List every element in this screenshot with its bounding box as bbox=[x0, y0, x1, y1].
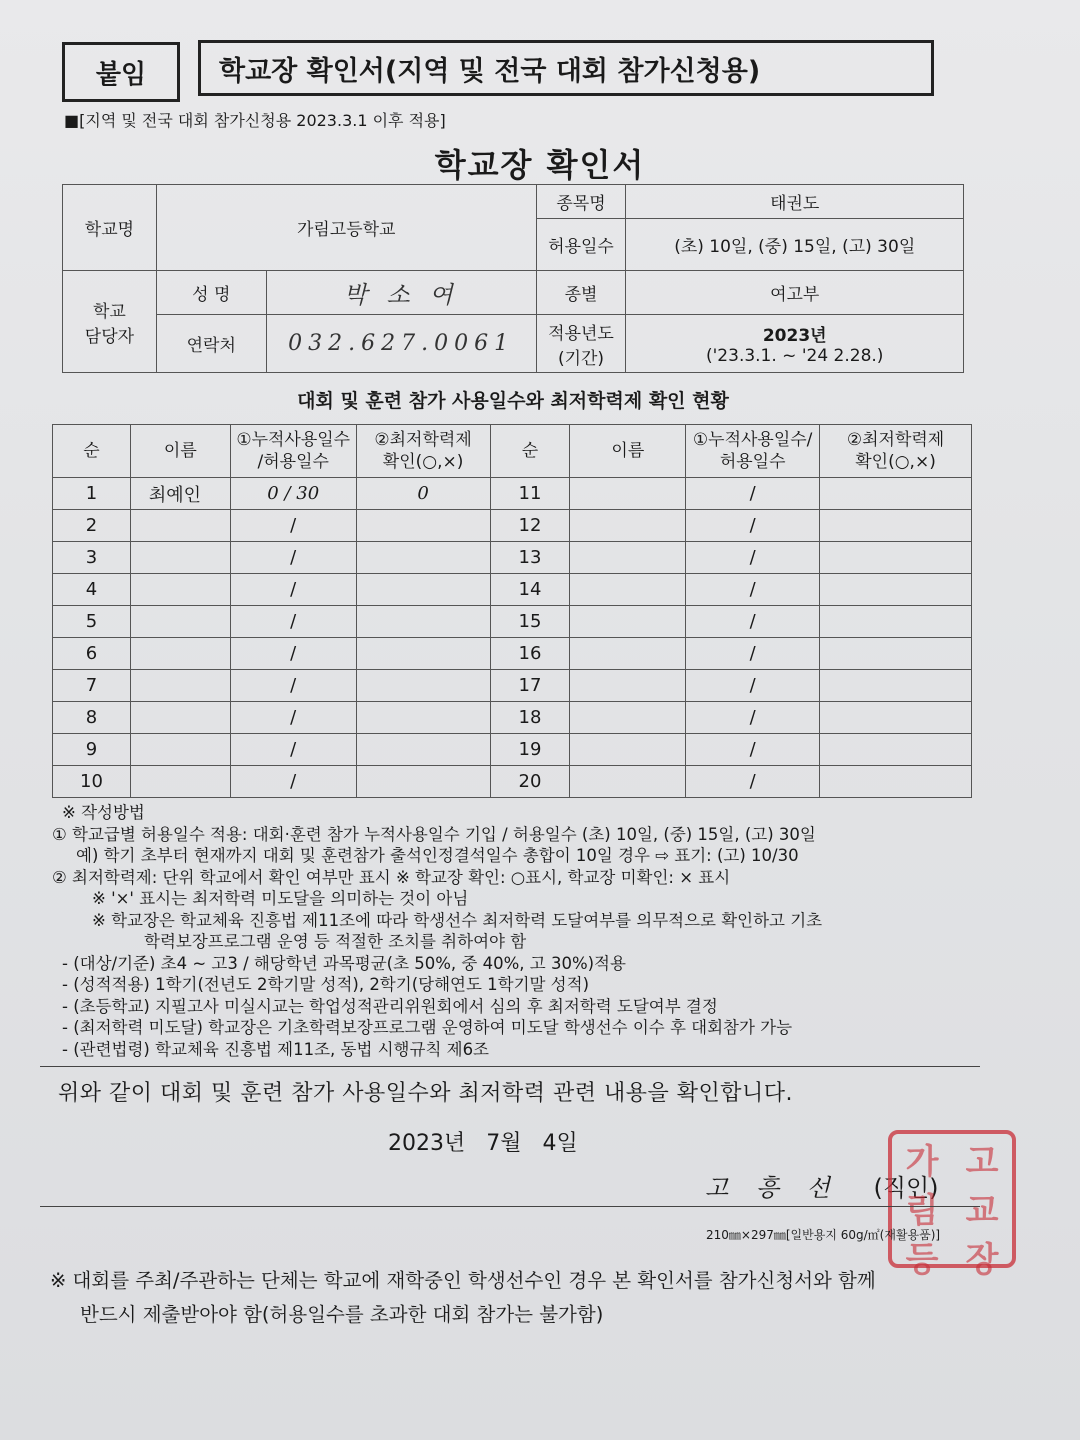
category-label: 종별 bbox=[536, 271, 626, 315]
col-days-right bbox=[686, 425, 820, 478]
student-name bbox=[570, 542, 686, 574]
table-row bbox=[53, 542, 972, 574]
col-days-line1: ①누적사용일수 bbox=[236, 430, 351, 450]
row-number: 12 bbox=[490, 510, 570, 542]
days-used: / bbox=[686, 574, 820, 606]
student-name bbox=[130, 542, 230, 574]
divider-line bbox=[40, 1206, 980, 1207]
row-number: 8 bbox=[53, 702, 131, 734]
col-days bbox=[230, 425, 356, 478]
col-check-right-line1: ②최저학력제 bbox=[846, 430, 945, 450]
row-number: 9 bbox=[53, 734, 131, 766]
person-name-value: 박 소 여 bbox=[266, 271, 536, 315]
row-number: 16 bbox=[490, 638, 570, 670]
student-name bbox=[570, 574, 686, 606]
table-row bbox=[53, 670, 972, 702]
submission-notice-line1: ※ 대회를 주최/주관하는 단체는 학교에 재학중인 학생선수인 경우 본 확인서를 참가신청서와 함께 bbox=[50, 1269, 876, 1292]
student-name: 최예인 bbox=[130, 478, 230, 510]
days-used: / bbox=[686, 606, 820, 638]
student-name bbox=[130, 510, 230, 542]
confirmation-statement: 위와 같이 대회 및 훈련 참가 사용일수와 최저학력 관련 내용을 확인합니다. bbox=[58, 1081, 793, 1106]
col-check-line1: ②최저학력제 bbox=[374, 430, 472, 450]
academic-check bbox=[820, 638, 972, 670]
col-check-right-line2: 확인(○,×) bbox=[855, 452, 936, 472]
days-used: / bbox=[686, 766, 820, 798]
student-name bbox=[570, 702, 686, 734]
days-used: / bbox=[230, 702, 356, 734]
col-check-right bbox=[820, 425, 972, 478]
days-used: / bbox=[686, 670, 820, 702]
applicability-note: ■[지역 및 전국 대회 참가신청용 2023.3.1 이후 적용] bbox=[64, 111, 446, 130]
row-number: 1 bbox=[53, 478, 131, 510]
days-used: / bbox=[686, 702, 820, 734]
col-check bbox=[356, 425, 490, 478]
year-label-line2: (기간) bbox=[557, 348, 605, 369]
row-number: 7 bbox=[53, 670, 131, 702]
academic-check bbox=[356, 606, 490, 638]
student-name bbox=[570, 606, 686, 638]
school-name-value: 가림고등학교 bbox=[156, 185, 536, 271]
days-used: / bbox=[230, 638, 356, 670]
col-no-right: 순 bbox=[490, 425, 570, 478]
row-number: 5 bbox=[53, 606, 131, 638]
manager-label-line2: 담당자 bbox=[84, 326, 135, 347]
row-number: 17 bbox=[490, 670, 570, 702]
method-line: - (관련법령) 학교체육 진흥법 제11조, 동법 시행규칙 제6조 bbox=[62, 1039, 489, 1059]
row-number: 15 bbox=[490, 606, 570, 638]
info-table bbox=[62, 184, 964, 373]
year-label bbox=[536, 315, 626, 373]
submission-notice-line2: 반드시 제출받아야 함(허용일수를 초과한 대회 참가는 불가함) bbox=[80, 1303, 604, 1326]
academic-check bbox=[356, 574, 490, 606]
student-name bbox=[570, 638, 686, 670]
row-number: 11 bbox=[490, 478, 570, 510]
allowed-days-value: (초) 10일, (중) 15일, (고) 30일 bbox=[626, 219, 964, 271]
days-used: / bbox=[230, 606, 356, 638]
table-row bbox=[53, 638, 972, 670]
contact-value: 032.627.0061 bbox=[266, 315, 536, 373]
student-name bbox=[130, 606, 230, 638]
student-name bbox=[130, 702, 230, 734]
signature-date: 2023년 7월 4일 bbox=[388, 1131, 578, 1156]
method-line: 학력보장프로그램 운영 등 적절한 조치를 취하여야 함 bbox=[144, 932, 527, 951]
official-seal-stamp bbox=[888, 1130, 1016, 1280]
table-row bbox=[53, 702, 972, 734]
method-line: - (최저학력 미도달) 학교장은 기초학력보장프로그램 운영하여 미도달 학생선수 이수 후 대회참가 가능 bbox=[62, 1018, 793, 1037]
academic-check bbox=[356, 670, 490, 702]
table-row bbox=[53, 734, 972, 766]
col-days-line2: /허용일수 bbox=[257, 452, 329, 472]
col-days-right-line2: 허용일수 bbox=[719, 452, 786, 472]
academic-check: 0 bbox=[356, 478, 490, 510]
student-name bbox=[570, 670, 686, 702]
days-used: / bbox=[230, 670, 356, 702]
row-number: 4 bbox=[53, 574, 131, 606]
page-title: 학교장 확인서 bbox=[434, 146, 646, 184]
academic-check bbox=[820, 766, 972, 798]
student-name bbox=[130, 574, 230, 606]
row-number: 14 bbox=[490, 574, 570, 606]
seal-char: 가 bbox=[905, 1142, 939, 1182]
method-line: ※ '×' 표시는 최저학력 미도달을 의미하는 것이 아님 bbox=[92, 889, 469, 908]
seal-char: 장 bbox=[965, 1240, 999, 1280]
manager-label bbox=[63, 271, 157, 373]
row-number: 18 bbox=[490, 702, 570, 734]
col-check-line2: 확인(○,×) bbox=[382, 452, 464, 472]
student-name bbox=[570, 478, 686, 510]
method-line: ※ 작성방법 bbox=[62, 803, 145, 822]
method-line: 예) 학기 초부터 현재까지 대회 및 훈련참가 출석인정결석일수 총합이 10일 경우 ⇨ 표기: (고) 10/30 bbox=[76, 846, 799, 865]
student-name bbox=[130, 766, 230, 798]
col-days-right-line1: ①누적사용일수/ bbox=[692, 430, 813, 450]
days-used: / bbox=[686, 638, 820, 670]
days-used: / bbox=[230, 542, 356, 574]
col-name-right: 이름 bbox=[570, 425, 686, 478]
contact-label: 연락처 bbox=[156, 315, 266, 373]
student-name bbox=[570, 510, 686, 542]
principal-name: 고 흥 선 bbox=[705, 1174, 840, 1202]
student-name bbox=[130, 638, 230, 670]
event-value: 태권도 bbox=[626, 185, 964, 219]
year-label-line1: 적용년도 bbox=[548, 323, 614, 344]
academic-check bbox=[356, 638, 490, 670]
submission-notice bbox=[50, 1264, 1010, 1332]
academic-check bbox=[356, 702, 490, 734]
method-line: ① 학교급별 허용일수 적용: 대회·훈련 참가 누적사용일수 기입 / 허용일수 (초) 10일, (중) 15일, (고) 30일 bbox=[52, 824, 816, 844]
year-text: 2023년 bbox=[762, 326, 827, 346]
row-number: 2 bbox=[53, 510, 131, 542]
school-name-label: 학교명 bbox=[63, 185, 157, 271]
manager-label-line1: 학교 bbox=[92, 301, 126, 322]
student-name bbox=[570, 734, 686, 766]
table-row bbox=[53, 510, 972, 542]
method-line: - (성적적용) 1학기(전년도 2학기말 성적), 2학기(당해연도 1학기말 성적) bbox=[62, 975, 590, 994]
days-used: / bbox=[230, 510, 356, 542]
seal-char: 등 bbox=[905, 1240, 939, 1280]
days-used: / bbox=[230, 734, 356, 766]
method-line: ※ 학교장은 학교체육 진흥법 제11조에 따라 학생선수 최저학력 도달여부를 의무적으로 확인하고 기초 bbox=[92, 910, 823, 930]
period-text: ('23.3.1. ~ '24 2.28.) bbox=[706, 346, 884, 366]
row-number: 20 bbox=[490, 766, 570, 798]
event-label: 종목명 bbox=[536, 185, 626, 219]
seal-char: 림 bbox=[905, 1191, 939, 1231]
academic-check bbox=[820, 606, 972, 638]
academic-check bbox=[820, 510, 972, 542]
days-used: / bbox=[686, 510, 820, 542]
participation-table bbox=[52, 424, 972, 798]
method-line: - (대상/기준) 초4 ~ 고3 / 해당학년 과목평균(초 50%, 중 40%, 고 30%)적용 bbox=[62, 953, 626, 973]
row-number: 3 bbox=[53, 542, 131, 574]
days-used: / bbox=[230, 574, 356, 606]
seal-char: 고 bbox=[965, 1142, 999, 1182]
divider-line bbox=[40, 1066, 980, 1067]
seal-char: 교 bbox=[965, 1191, 999, 1231]
row-number: 13 bbox=[490, 542, 570, 574]
row-number: 6 bbox=[53, 638, 131, 670]
academic-check bbox=[820, 574, 972, 606]
col-name: 이름 bbox=[130, 425, 230, 478]
days-used: / bbox=[686, 542, 820, 574]
writing-instructions bbox=[52, 802, 992, 1060]
table-row bbox=[53, 606, 972, 638]
academic-check bbox=[356, 766, 490, 798]
allowed-days-label: 허용일수 bbox=[536, 219, 626, 271]
academic-check bbox=[356, 510, 490, 542]
method-line: - (초등학교) 지필고사 미실시교는 학업성적관리위원회에서 심의 후 최저학력 도달여부 결정 bbox=[62, 996, 718, 1016]
category-value: 여고부 bbox=[626, 271, 964, 315]
attachment-label: 붙임 bbox=[62, 42, 180, 102]
academic-check bbox=[820, 702, 972, 734]
academic-check bbox=[356, 734, 490, 766]
row-number: 10 bbox=[53, 766, 131, 798]
year-value bbox=[626, 315, 964, 373]
student-name bbox=[130, 670, 230, 702]
days-used: 0 / 30 bbox=[230, 478, 356, 510]
paper-spec: 210㎜×297㎜[일반용지 60g/㎡(재활용품)] bbox=[706, 1228, 941, 1242]
academic-check bbox=[820, 542, 972, 574]
table-row bbox=[53, 574, 972, 606]
table-row bbox=[53, 478, 972, 510]
seal-label: (직인) bbox=[873, 1174, 939, 1202]
student-name bbox=[570, 766, 686, 798]
list-title: 대회 및 훈련 참가 사용일수와 최저학력제 확인 현황 bbox=[297, 390, 729, 412]
days-used: / bbox=[686, 478, 820, 510]
academic-check bbox=[820, 734, 972, 766]
student-name bbox=[130, 734, 230, 766]
days-used: / bbox=[230, 766, 356, 798]
academic-check bbox=[356, 542, 490, 574]
days-used: / bbox=[686, 734, 820, 766]
header-title: 학교장 확인서(지역 및 전국 대회 참가신청용) bbox=[198, 40, 934, 96]
academic-check bbox=[820, 478, 972, 510]
col-no: 순 bbox=[53, 425, 131, 478]
row-number: 19 bbox=[490, 734, 570, 766]
person-name-label: 성 명 bbox=[156, 271, 266, 315]
academic-check bbox=[820, 670, 972, 702]
table-row bbox=[53, 766, 972, 798]
method-line: ② 최저학력제: 단위 학교에서 확인 여부만 표시 ※ 학교장 확인: ○표시, 학교장 미확인: × 표시 bbox=[52, 867, 731, 887]
